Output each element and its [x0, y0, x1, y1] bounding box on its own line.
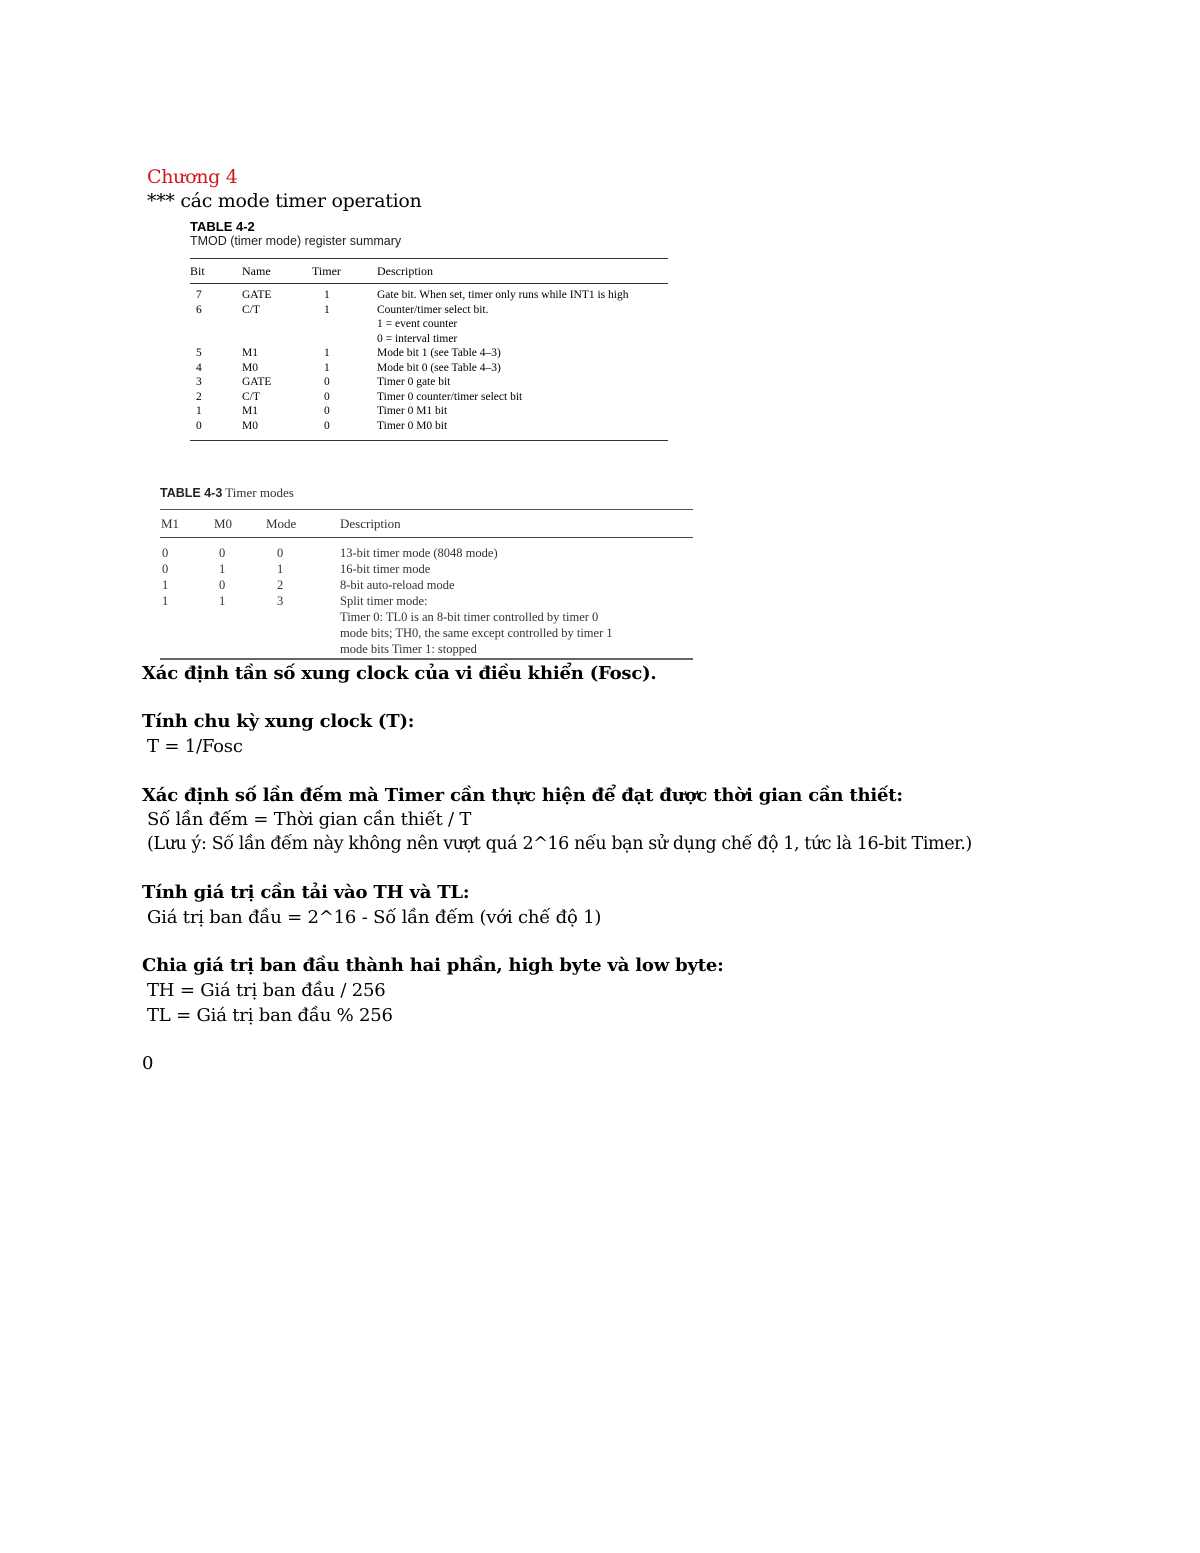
step3-formula: Số lần đếm = Thời gian cần thiết / T	[147, 809, 472, 830]
cell-description: Timer 0 M1 bit	[377, 405, 448, 417]
table-row	[190, 405, 668, 420]
cell-description: Mode bit 1 (see Table 4–3)	[377, 347, 501, 359]
cell-description: Timer 0 counter/timer select bit	[377, 390, 523, 403]
cell-timer: 0	[324, 390, 330, 403]
table-row	[190, 362, 668, 377]
step5-th: TH = Giá trị ban đầu / 256	[147, 980, 386, 1001]
cell-description: 0 = interval timer	[377, 332, 458, 345]
table-row	[190, 289, 668, 304]
cell-description: 13-bit timer mode (8048 mode)	[340, 546, 498, 560]
cell-timer: 1	[324, 289, 330, 301]
table-4-3-title: Timer modes	[225, 485, 294, 500]
cell-description: mode bits Timer 1: stopped	[340, 642, 477, 656]
step3-heading: Xác định số lần đếm mà Timer cần thực hiện để đạt được thời gian cần thiết:	[142, 785, 903, 806]
cell-mode: 1	[277, 562, 284, 576]
table-4-2-label: TABLE 4-2	[190, 219, 255, 234]
cell-description: 8-bit auto-reload mode	[340, 578, 455, 592]
cell-m1: 1	[162, 594, 169, 608]
cell-bit: 7	[196, 289, 202, 301]
step3-note: (Lưu ý: Số lần đếm này không nên vượt quá 2^16 nếu bạn sử dụng chế độ 1, tức là 16-bit Timer.)	[147, 834, 972, 854]
cell-timer: 0	[324, 419, 330, 432]
header-m0: M0	[214, 516, 233, 531]
table-header-row	[160, 510, 693, 537]
cell-name: M1	[242, 405, 258, 417]
table-row	[190, 391, 668, 406]
cell-description: Gate bit. When set, timer only runs while INT1 is high	[377, 289, 629, 301]
cell-description: 1 = event counter	[377, 318, 458, 330]
cell-description: Timer 0: TL0 is an 8-bit timer controlled by timer 0	[340, 610, 599, 624]
cell-description: mode bits; TH0, the same except controlled by timer 1	[340, 626, 613, 640]
cell-mode: 2	[277, 578, 284, 592]
cell-timer: 0	[324, 376, 330, 388]
table-row	[160, 626, 693, 642]
table-4-3-label: TABLE 4-3	[160, 486, 223, 500]
table-body	[190, 284, 668, 440]
table-row	[190, 304, 668, 319]
cell-name: C/T	[242, 390, 260, 403]
cell-description: Counter/timer select bit.	[377, 303, 489, 316]
section-subtitle: *** các mode timer operation	[147, 190, 422, 212]
cell-description: Mode bit 0 (see Table 4–3)	[377, 361, 501, 374]
table-row	[190, 333, 668, 348]
table-row	[160, 546, 693, 562]
cell-description: Timer 0 M0 bit	[377, 419, 448, 432]
table-row	[190, 347, 668, 362]
table-4-3-caption	[160, 486, 693, 500]
trailing-text: 0	[142, 1053, 154, 1074]
table-4-2-image	[190, 220, 668, 441]
cell-m0: 0	[219, 578, 226, 592]
table-row	[160, 642, 693, 658]
cell-m1: 1	[162, 578, 169, 592]
cell-m0: 1	[219, 594, 226, 608]
cell-name: GATE	[242, 376, 272, 388]
cell-bit: 2	[196, 390, 202, 403]
table-4-2-title: TMOD (timer mode) register summary	[190, 234, 402, 248]
cell-bit: 0	[196, 419, 202, 432]
step4-formula: Giá trị ban đầu = 2^16 - Số lần đếm (với chế độ 1)	[147, 907, 602, 928]
step1-heading: Xác định tần số xung clock của vi điều khiển (Fosc).	[142, 663, 657, 684]
header-bit: Bit	[190, 264, 205, 278]
header-timer: Timer	[312, 264, 341, 278]
cell-bit: 4	[196, 361, 202, 374]
table-body	[160, 538, 693, 656]
step2-heading: Tính chu kỳ xung clock (T):	[142, 711, 415, 732]
cell-timer: 0	[324, 405, 330, 417]
cell-mode: 3	[277, 594, 284, 608]
table-row	[160, 594, 693, 610]
header-m1: M1	[161, 516, 180, 531]
cell-bit: 5	[196, 347, 202, 359]
step5-tl: TL = Giá trị ban đầu % 256	[147, 1005, 393, 1026]
table-rule	[160, 658, 693, 660]
table-4-3-image	[160, 486, 693, 660]
cell-m0: 0	[219, 546, 226, 560]
table-row	[190, 318, 668, 333]
table-row	[190, 376, 668, 391]
cell-bit: 3	[196, 376, 202, 388]
cell-name: C/T	[242, 303, 260, 316]
cell-m0: 1	[219, 562, 226, 576]
step5-heading: Chia giá trị ban đầu thành hai phần, high byte và low byte:	[142, 955, 724, 976]
header-mode: Mode	[266, 516, 297, 531]
cell-description: 16-bit timer mode	[340, 562, 431, 576]
cell-description: Timer 0 gate bit	[377, 376, 451, 388]
cell-bit: 1	[196, 405, 202, 417]
header-description: Description	[340, 516, 401, 531]
step2-formula: T = 1/Fosc	[147, 736, 243, 757]
header-description: Description	[377, 264, 433, 278]
table-row	[160, 610, 693, 626]
cell-mode: 0	[277, 546, 284, 560]
cell-timer: 1	[324, 303, 330, 316]
table-rule	[190, 440, 668, 441]
cell-name: M0	[242, 419, 258, 432]
cell-m1: 0	[162, 546, 169, 560]
table-row	[190, 420, 668, 435]
cell-name: M1	[242, 347, 258, 359]
cell-name: M0	[242, 361, 258, 374]
cell-m1: 0	[162, 562, 169, 576]
cell-bit: 6	[196, 303, 202, 316]
step4-heading: Tính giá trị cần tải vào TH và TL:	[142, 882, 470, 903]
cell-description: Split timer mode:	[340, 594, 428, 608]
cell-name: GATE	[242, 289, 272, 301]
header-name: Name	[242, 264, 271, 278]
table-header-row	[190, 259, 668, 283]
cell-timer: 1	[324, 347, 330, 359]
table-row	[160, 562, 693, 578]
table-row	[160, 578, 693, 594]
cell-timer: 1	[324, 361, 330, 374]
chapter-title: Chương 4	[147, 166, 238, 188]
